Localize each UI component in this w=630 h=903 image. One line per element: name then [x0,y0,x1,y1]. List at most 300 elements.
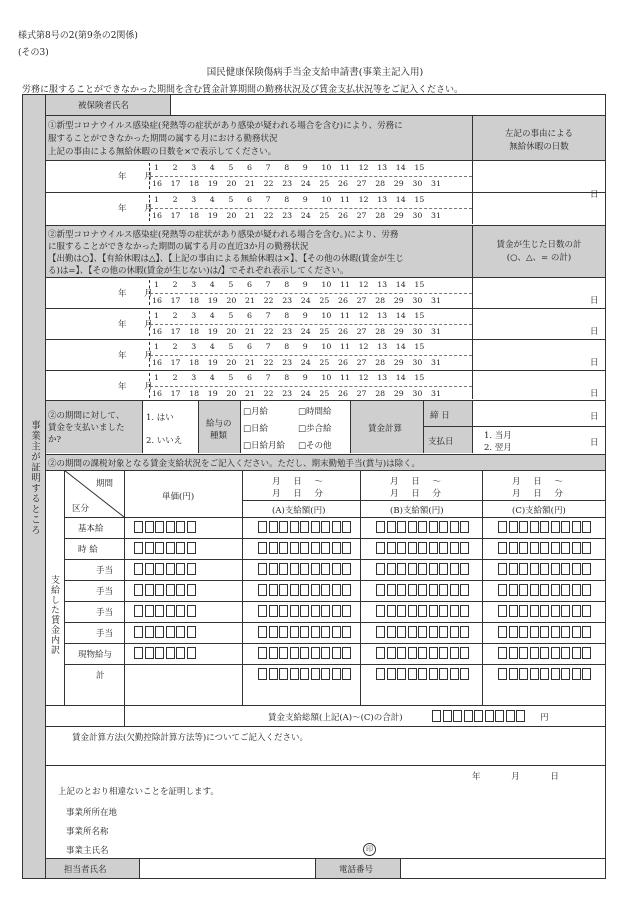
digit-box[interactable] [187,563,196,575]
sec2-day[interactable]: 10 [321,342,332,351]
sec2-day[interactable]: 15 [414,311,425,320]
digit-box[interactable] [290,521,299,533]
digit-box[interactable] [342,626,351,638]
sec1-day[interactable]: 24 [300,179,311,188]
digit-box[interactable] [290,605,299,617]
digit-box[interactable] [321,563,330,575]
digit-box[interactable] [155,521,164,533]
digit-box[interactable] [509,563,518,575]
digit-box[interactable] [155,563,164,575]
sec1-day[interactable]: 8 [284,163,290,172]
sec2-day[interactable]: 10 [321,373,332,382]
digit-box[interactable] [321,605,330,617]
sec2-day[interactable]: 8 [284,280,290,289]
digit-box[interactable] [572,605,581,617]
sec1-day[interactable]: 20 [226,179,237,188]
digit-box[interactable] [408,605,417,617]
sec2-day[interactable]: 3 [191,373,197,382]
pay-next-month[interactable]: 2. 翌月 [484,443,512,453]
digit-box[interactable] [311,521,320,533]
digit-box[interactable] [269,584,278,596]
digit-box[interactable] [418,521,427,533]
digit-box[interactable] [332,647,341,659]
sec2-day[interactable]: 7 [265,280,271,289]
digit-box[interactable] [332,668,341,680]
digit-box[interactable] [408,647,417,659]
digit-box[interactable] [397,626,406,638]
sec2-day[interactable]: 20 [226,326,237,336]
sec2-day[interactable]: 26 [338,357,348,367]
digit-box[interactable] [342,668,351,680]
digit-box[interactable] [551,563,560,575]
sec2-day[interactable]: 5 [228,280,234,289]
pay-yes-option[interactable]: 1. はい [146,413,174,423]
sec2-day[interactable]: 15 [414,373,425,382]
digit-box[interactable] [540,563,549,575]
sec1-day[interactable]: 10 [321,163,332,172]
digit-box[interactable] [498,605,507,617]
total-digit-box[interactable] [516,710,525,722]
digit-box[interactable] [145,521,154,533]
digit-box[interactable] [429,563,438,575]
sec2-day[interactable]: 17 [170,388,181,398]
sec2-day[interactable]: 21 [245,295,255,305]
sec2-day[interactable]: 11 [340,311,350,320]
digit-box[interactable] [155,647,164,659]
sec2-day[interactable]: 13 [377,373,388,382]
digit-box[interactable] [460,521,469,533]
sec2-day[interactable]: 31 [431,388,441,398]
sec2-day[interactable]: 29 [393,357,404,367]
total-digit-box[interactable] [474,710,483,722]
sec2-day[interactable]: 6 [247,342,252,351]
total-digit-box[interactable] [464,710,473,722]
digit-box[interactable] [187,584,196,596]
digit-box[interactable] [332,521,341,533]
sec2-day[interactable]: 6 [247,311,252,320]
digit-box[interactable] [439,626,448,638]
digit-box[interactable] [418,668,427,680]
sec2-day[interactable]: 27 [356,388,367,398]
digit-box[interactable] [429,584,438,596]
digit-box[interactable] [450,563,459,575]
digit-box[interactable] [530,584,539,596]
sec2-day[interactable]: 31 [431,326,441,336]
total-digit-box[interactable] [506,710,515,722]
digit-box[interactable] [582,668,591,680]
digit-box[interactable] [279,563,288,575]
digit-box[interactable] [582,647,591,659]
sec2-day[interactable]: 23 [282,295,293,305]
digit-box[interactable] [429,521,438,533]
sec2-day[interactable]: 24 [300,295,311,305]
digit-box[interactable] [429,668,438,680]
sec1-day[interactable]: 31 [431,211,441,220]
total-digit-box[interactable] [432,710,441,722]
digit-box[interactable] [311,668,320,680]
period-c-from[interactable]: 月 日 〜 [512,477,563,487]
digit-box[interactable] [321,647,330,659]
digit-box[interactable] [134,521,143,533]
digit-box[interactable] [176,542,185,554]
sec1-day[interactable]: 17 [170,211,181,220]
pay-no-option[interactable]: 2. いいえ [146,436,183,446]
digit-box[interactable] [332,542,341,554]
sec2-day[interactable]: 30 [412,357,423,367]
sec1-day[interactable]: 1 [154,195,159,204]
sec1-day[interactable]: 19 [207,211,218,220]
total-digit-box[interactable] [453,710,462,722]
sec2-day[interactable]: 8 [284,342,290,351]
digit-box[interactable] [418,647,427,659]
sec2-day[interactable]: 20 [226,295,237,305]
digit-box[interactable] [509,626,518,638]
digit-box[interactable] [561,626,570,638]
sec2-day[interactable]: 18 [189,357,200,367]
sec2-day[interactable]: 8 [284,311,290,320]
digit-box[interactable] [176,521,185,533]
digit-box[interactable] [166,521,175,533]
sec2-day[interactable]: 27 [356,326,367,336]
sec2-day[interactable]: 18 [189,388,200,398]
sec2-day[interactable]: 8 [284,373,290,382]
sec2-day[interactable]: 6 [247,373,252,382]
digit-box[interactable] [311,542,320,554]
sec1-day[interactable]: 27 [356,211,367,220]
sec2-day[interactable]: 25 [319,388,330,398]
digit-box[interactable] [387,521,396,533]
digit-box[interactable] [460,605,469,617]
digit-box[interactable] [439,584,448,596]
phone-input[interactable] [400,859,605,878]
sec2-day[interactable]: 6 [247,280,252,289]
digit-box[interactable] [519,563,528,575]
digit-box[interactable] [561,584,570,596]
digit-box[interactable] [134,563,143,575]
digit-box[interactable] [279,647,288,659]
sec2-day[interactable]: 27 [356,295,367,305]
sec2-day[interactable]: 12 [358,280,369,289]
sec2-day[interactable]: 29 [393,326,404,336]
digit-box[interactable] [498,542,507,554]
sec1-day[interactable]: 23 [282,211,293,220]
digit-box[interactable] [530,542,539,554]
sec1-day[interactable]: 16 [152,211,162,220]
digit-box[interactable] [551,626,560,638]
digit-box[interactable] [418,626,427,638]
digit-box[interactable] [530,605,539,617]
digit-box[interactable] [269,521,278,533]
digit-box[interactable] [387,668,396,680]
digit-box[interactable] [387,626,396,638]
sec1-day[interactable]: 28 [375,211,386,220]
digit-box[interactable] [509,605,518,617]
digit-box[interactable] [176,584,185,596]
digit-box[interactable] [519,542,528,554]
digit-box[interactable] [166,605,175,617]
sec2-day[interactable]: 9 [302,342,308,351]
digit-box[interactable] [509,647,518,659]
digit-box[interactable] [290,542,299,554]
digit-box[interactable] [561,647,570,659]
sec2-day[interactable]: 16 [152,357,162,367]
sec1-day[interactable]: 27 [356,179,367,188]
sec2-day[interactable]: 4 [209,311,215,320]
digit-box[interactable] [342,542,351,554]
digit-box[interactable] [376,563,385,575]
digit-box[interactable] [187,521,196,533]
sec2-day[interactable]: 15 [414,342,425,351]
sec1-day[interactable]: 18 [189,211,200,220]
sec2-day[interactable]: 26 [338,388,348,398]
sec2-day[interactable]: 2 [172,373,178,382]
sec2-day[interactable]: 21 [245,326,255,336]
digit-box[interactable] [290,563,299,575]
sec2-day[interactable]: 13 [377,311,388,320]
digit-box[interactable] [321,626,330,638]
sec2-day[interactable]: 4 [209,280,215,289]
period-b-from[interactable]: 月 日 〜 [390,477,441,487]
digit-box[interactable] [342,647,351,659]
sec2-day[interactable]: 7 [265,342,271,351]
digit-box[interactable] [460,626,469,638]
sec2-day[interactable]: 23 [282,388,293,398]
sec2-day[interactable]: 16 [152,295,162,305]
sec2-day[interactable]: 17 [170,357,181,367]
sec2-day[interactable]: 16 [152,388,162,398]
sec2-day[interactable]: 27 [356,357,367,367]
digit-box[interactable] [397,584,406,596]
digit-box[interactable] [519,521,528,533]
digit-box[interactable] [429,626,438,638]
digit-box[interactable] [187,626,196,638]
sec1-day[interactable]: 12 [358,163,369,172]
sec1-day[interactable]: 2 [172,163,178,172]
digit-box[interactable] [582,605,591,617]
digit-box[interactable] [408,521,417,533]
sec1-day[interactable]: 30 [412,211,423,220]
digit-box[interactable] [258,668,267,680]
sec2-day[interactable]: 14 [395,373,406,382]
sec1-day[interactable]: 20 [226,211,237,220]
digit-box[interactable] [311,626,320,638]
sec2-day[interactable]: 7 [265,311,271,320]
digit-box[interactable] [572,563,581,575]
digit-box[interactable] [460,563,469,575]
digit-box[interactable] [408,542,417,554]
sec2-day[interactable]: 10 [321,280,332,289]
digit-box[interactable] [540,584,549,596]
digit-box[interactable] [387,647,396,659]
sec2-day[interactable]: 1 [154,311,159,320]
digit-box[interactable] [397,605,406,617]
pay-type-commission[interactable]: □歩合給 [298,424,332,434]
digit-box[interactable] [408,584,417,596]
digit-box[interactable] [269,626,278,638]
digit-box[interactable] [460,584,469,596]
insured-name-input[interactable] [171,95,605,116]
sec2-day[interactable]: 22 [263,357,274,367]
digit-box[interactable] [376,584,385,596]
digit-box[interactable] [311,605,320,617]
calc-method-input[interactable] [70,744,600,764]
sec1-day[interactable]: 29 [393,211,404,220]
digit-box[interactable] [279,626,288,638]
digit-box[interactable] [450,626,459,638]
digit-box[interactable] [561,542,570,554]
digit-box[interactable] [376,542,385,554]
sec1-day[interactable]: 11 [340,195,350,204]
digit-box[interactable] [408,626,417,638]
sec2-day[interactable]: 1 [154,280,159,289]
digit-box[interactable] [376,668,385,680]
sec1-day[interactable]: 2 [172,195,178,204]
digit-box[interactable] [460,647,469,659]
sec2-day[interactable]: 26 [338,295,348,305]
sec2-day[interactable]: 24 [300,326,311,336]
digit-box[interactable] [582,626,591,638]
digit-box[interactable] [258,521,267,533]
digit-box[interactable] [258,626,267,638]
digit-box[interactable] [397,542,406,554]
pay-type-monthly[interactable]: □月給 [243,407,269,417]
sec1-day[interactable]: 14 [395,163,406,172]
period-c-to[interactable]: 月 日 分 [512,489,563,499]
sec1-day[interactable]: 19 [207,179,218,188]
pay-type-other[interactable]: □その他 [298,441,332,451]
digit-box[interactable] [530,626,539,638]
pay-this-month[interactable]: 1. 当月 [484,431,512,441]
digit-box[interactable] [561,521,570,533]
digit-box[interactable] [376,626,385,638]
sec1-day[interactable]: 9 [302,163,308,172]
digit-box[interactable] [145,626,154,638]
sec2-day[interactable]: 29 [393,295,404,305]
digit-box[interactable] [300,521,309,533]
digit-box[interactable] [134,647,143,659]
period-a-from[interactable]: 月 日 〜 [272,477,323,487]
digit-box[interactable] [429,605,438,617]
digit-box[interactable] [300,542,309,554]
digit-box[interactable] [429,542,438,554]
pay-type-hourly[interactable]: □時間給 [298,407,332,417]
digit-box[interactable] [342,563,351,575]
sec2-day[interactable]: 14 [395,311,406,320]
digit-box[interactable] [540,668,549,680]
total-digit-box[interactable] [495,710,504,722]
sec1-day[interactable]: 5 [228,163,234,172]
digit-box[interactable] [176,605,185,617]
sec2-day[interactable]: 11 [340,280,350,289]
sec2-day[interactable]: 23 [282,357,293,367]
digit-box[interactable] [519,584,528,596]
digit-box[interactable] [155,605,164,617]
digit-box[interactable] [498,521,507,533]
digit-box[interactable] [530,563,539,575]
digit-box[interactable] [279,521,288,533]
sec2-day[interactable]: 5 [228,342,234,351]
sec1-day[interactable]: 13 [377,163,388,172]
sec1-day[interactable]: 17 [170,179,181,188]
digit-box[interactable] [418,542,427,554]
digit-box[interactable] [530,647,539,659]
digit-box[interactable] [450,521,459,533]
sec1-day[interactable]: 6 [247,195,252,204]
digit-box[interactable] [300,563,309,575]
sec2-day[interactable]: 24 [300,388,311,398]
sec2-day[interactable]: 24 [300,357,311,367]
digit-box[interactable] [439,605,448,617]
digit-box[interactable] [187,605,196,617]
digit-box[interactable] [540,542,549,554]
sec2-day[interactable]: 9 [302,311,308,320]
sec1-day[interactable]: 14 [395,195,406,204]
digit-box[interactable] [342,521,351,533]
digit-box[interactable] [582,521,591,533]
sec2-day[interactable]: 31 [431,357,441,367]
digit-box[interactable] [551,605,560,617]
digit-box[interactable] [519,626,528,638]
digit-box[interactable] [279,605,288,617]
sec2-day[interactable]: 22 [263,388,274,398]
digit-box[interactable] [145,584,154,596]
sec2-day[interactable]: 12 [358,373,369,382]
digit-box[interactable] [300,605,309,617]
sec1-day[interactable]: 18 [189,179,200,188]
digit-box[interactable] [187,647,196,659]
sec2-day[interactable]: 22 [263,295,274,305]
digit-box[interactable] [530,668,539,680]
digit-box[interactable] [176,626,185,638]
digit-box[interactable] [418,563,427,575]
digit-box[interactable] [439,542,448,554]
digit-box[interactable] [145,542,154,554]
digit-box[interactable] [460,542,469,554]
digit-box[interactable] [540,521,549,533]
sec2-day[interactable]: 23 [282,326,293,336]
sec2-day[interactable]: 17 [170,326,181,336]
sec2-day[interactable]: 11 [340,342,350,351]
sec2-day[interactable]: 2 [172,311,178,320]
digit-box[interactable] [439,668,448,680]
digit-box[interactable] [342,605,351,617]
digit-box[interactable] [450,542,459,554]
digit-box[interactable] [397,647,406,659]
sec2-day[interactable]: 28 [375,326,386,336]
sec2-day[interactable]: 30 [412,388,423,398]
digit-box[interactable] [551,668,560,680]
sec2-day[interactable]: 3 [191,280,197,289]
digit-box[interactable] [572,668,581,680]
digit-box[interactable] [332,584,341,596]
sec2-day[interactable]: 22 [263,326,274,336]
sec1-day[interactable]: 21 [245,211,255,220]
digit-box[interactable] [498,584,507,596]
sec1-day[interactable]: 10 [321,195,332,204]
digit-box[interactable] [572,647,581,659]
digit-box[interactable] [498,647,507,659]
sec2-day[interactable]: 10 [321,311,332,320]
digit-box[interactable] [321,542,330,554]
digit-box[interactable] [332,605,341,617]
sec2-day[interactable]: 5 [228,373,234,382]
digit-box[interactable] [290,626,299,638]
digit-box[interactable] [258,563,267,575]
digit-box[interactable] [321,521,330,533]
sec2-day[interactable]: 14 [395,342,406,351]
sec2-day[interactable]: 19 [207,326,218,336]
total-digit-box[interactable] [485,710,494,722]
